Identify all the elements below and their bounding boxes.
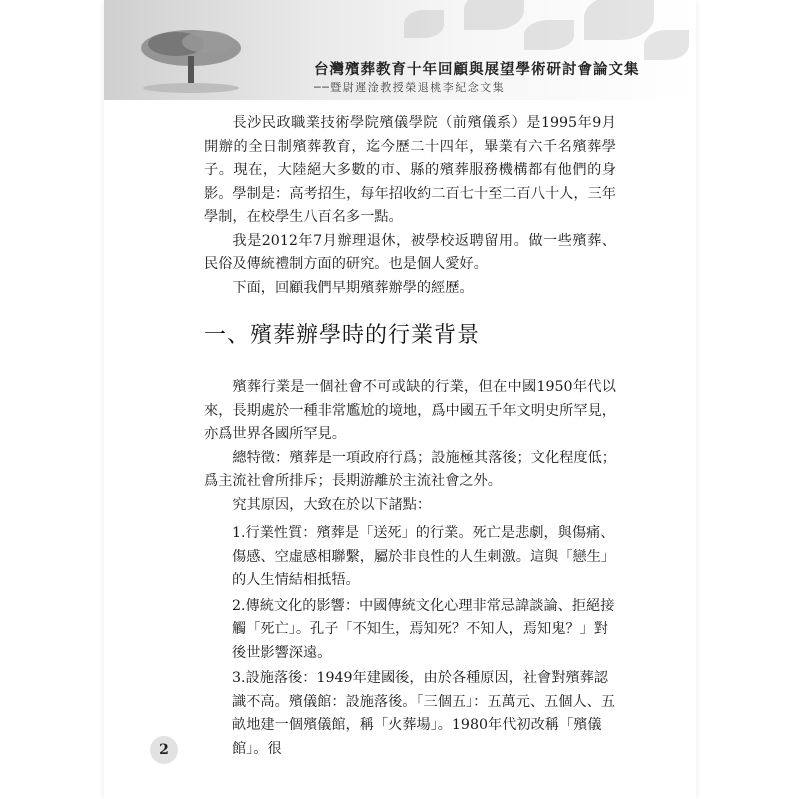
list-item: 1.行業性質：殯葬是「送死」的行業。死亡是悲劇，與傷痛、傷感、空虛感相聯繫，屬於非良性的人生刺激。這與「戀生」的人生情結相抵牾。 (232, 525, 616, 588)
paragraph: 我是2012年7月辦理退休，被學校返聘留用。做一些殯葬、民俗及傳統禮制方面的研究。也是個人愛好。 (204, 232, 616, 272)
reasons-list (232, 522, 618, 763)
list-item: 3.設施落後：1949年建國後，由於各種原因，社會對殯葬認識不高。殯儀館：設施落後。「三個五」：五萬元、五個人、五畝地建一個殯儀館，稱「火葬場」。1980年代初改稱「殯儀館」。很 (232, 670, 616, 757)
book-subtitle: ──暨尉遲淦教授榮退桃李紀念文集 (314, 81, 506, 94)
paragraph: 總特徵：殯葬是一項政府行爲；設施極其落後；文化程度低；爲主流社會所排斥；長期游離於主流社會之外。 (204, 449, 616, 489)
section-heading: 一、殯葬辦學時的行業背景 (204, 323, 481, 348)
section-body (204, 376, 616, 517)
intro-section (204, 112, 616, 300)
paragraph: 下面，回顧我們早期殯葬辦學的經歷。 (232, 279, 474, 296)
paragraph: 殯葬行業是一個社會不可或缺的行業，但在中國1950年代以來，長期處於一種非常尷尬的境地，爲中國五千年文明史所罕見，亦爲世界各國所罕見。 (204, 379, 616, 442)
header-banner (104, 0, 696, 100)
list-item: 2.傳統文化的影響：中國傳統文化心理非常忌諱談論、拒絕接觸「死亡」。孔子「不知生，焉知死？不知人，焉知鬼？」對後世影響深遠。 (232, 597, 615, 661)
book-title: 台灣殯葬教育十年回顧與展望學術研討會論文集 (314, 61, 640, 78)
paragraph: 究其原因，大致在於以下諸點： (232, 496, 432, 513)
paragraph: 長沙民政職業技術學院殯儀學院（前殯儀系）是1995年9月開辦的全日制殯葬教育，迄今歷二十四年，畢業有六千名殯葬學子。現在，大陸絕大多數的市、縣的殯葬服務機構都有他們的身影。學制是：高考招生，每年招收約二百七十至二百八十人，三年學制，在校學生八百名多一點。 (204, 115, 616, 225)
tree-logo-icon (136, 26, 246, 96)
page-number: 2 (150, 736, 178, 764)
